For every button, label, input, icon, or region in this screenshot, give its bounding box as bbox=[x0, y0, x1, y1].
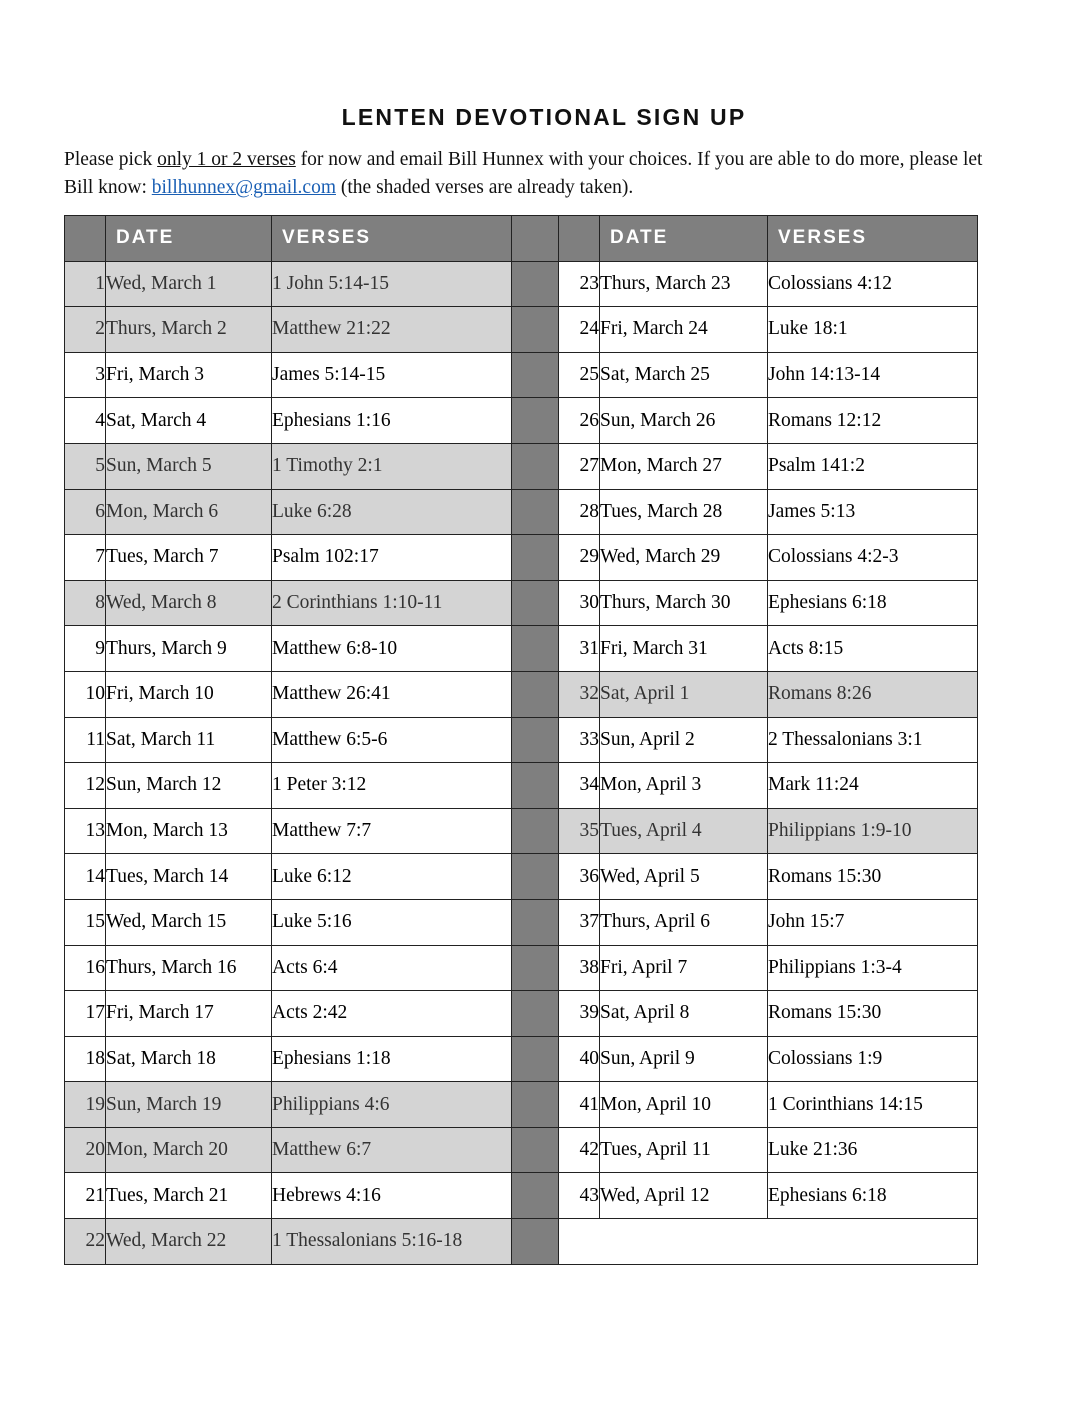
day-date: Sat, April 8 bbox=[600, 991, 768, 1037]
day-number: 16 bbox=[65, 945, 106, 991]
column-separator bbox=[512, 1219, 559, 1265]
table-row bbox=[65, 899, 978, 945]
table-row bbox=[65, 808, 978, 854]
day-date: Wed, April 12 bbox=[600, 1173, 768, 1219]
day-verse: 2 Corinthians 1:10-11 bbox=[272, 580, 512, 626]
day-date: Tues, April 4 bbox=[600, 808, 768, 854]
header-date-right: DATE bbox=[600, 216, 768, 262]
day-date: Mon, April 3 bbox=[600, 763, 768, 809]
table-row bbox=[65, 443, 978, 489]
table-row bbox=[65, 261, 978, 307]
table-row bbox=[65, 991, 978, 1037]
day-verse: 1 John 5:14-15 bbox=[272, 261, 512, 307]
column-separator bbox=[512, 899, 559, 945]
header-date-left: DATE bbox=[106, 216, 272, 262]
column-separator bbox=[512, 216, 559, 262]
day-verse: Acts 2:42 bbox=[272, 991, 512, 1037]
day-date: Wed, March 22 bbox=[106, 1219, 272, 1265]
day-date: Fri, March 3 bbox=[106, 352, 272, 398]
day-number: 2 bbox=[65, 307, 106, 353]
table-row bbox=[65, 671, 978, 717]
table-row bbox=[65, 1082, 978, 1128]
day-verse: Ephesians 6:18 bbox=[768, 580, 978, 626]
intro-text-3: (the shaded verses are already taken). bbox=[336, 177, 634, 198]
column-separator bbox=[512, 945, 559, 991]
day-number: 14 bbox=[65, 854, 106, 900]
table-row bbox=[65, 1219, 978, 1265]
day-date: Sat, March 11 bbox=[106, 717, 272, 763]
day-verse: Colossians 1:9 bbox=[768, 1036, 978, 1082]
day-number: 4 bbox=[65, 398, 106, 444]
column-separator bbox=[512, 489, 559, 535]
day-verse: Philippians 4:6 bbox=[272, 1082, 512, 1128]
column-separator bbox=[512, 535, 559, 581]
table-row bbox=[65, 535, 978, 581]
day-verse: 1 Thessalonians 5:16-18 bbox=[272, 1219, 512, 1265]
table-row bbox=[65, 580, 978, 626]
day-number: 10 bbox=[65, 671, 106, 717]
table-row bbox=[65, 1036, 978, 1082]
day-verse: Psalm 102:17 bbox=[272, 535, 512, 581]
day-verse: Romans 12:12 bbox=[768, 398, 978, 444]
day-date: Sat, March 25 bbox=[600, 352, 768, 398]
intro-emphasis: only 1 or 2 verses bbox=[157, 149, 296, 170]
column-separator bbox=[512, 1173, 559, 1219]
day-number: 20 bbox=[65, 1127, 106, 1173]
column-separator bbox=[512, 991, 559, 1037]
day-verse: Matthew 21:22 bbox=[272, 307, 512, 353]
day-date: Sun, April 2 bbox=[600, 717, 768, 763]
day-date: Tues, March 7 bbox=[106, 535, 272, 581]
header-num-left bbox=[65, 216, 106, 262]
day-verse: Romans 8:26 bbox=[768, 671, 978, 717]
day-number: 15 bbox=[65, 899, 106, 945]
day-verse: Colossians 4:2-3 bbox=[768, 535, 978, 581]
day-date: Mon, April 10 bbox=[600, 1082, 768, 1128]
day-number: 41 bbox=[559, 1082, 600, 1128]
day-verse: Matthew 6:5-6 bbox=[272, 717, 512, 763]
day-number: 19 bbox=[65, 1082, 106, 1128]
day-verse: Acts 6:4 bbox=[272, 945, 512, 991]
column-separator bbox=[512, 398, 559, 444]
day-number: 3 bbox=[65, 352, 106, 398]
day-number: 31 bbox=[559, 626, 600, 672]
day-number: 33 bbox=[559, 717, 600, 763]
column-separator bbox=[512, 580, 559, 626]
day-date: Thurs, April 6 bbox=[600, 899, 768, 945]
day-verse: John 15:7 bbox=[768, 899, 978, 945]
day-date: Fri, March 17 bbox=[106, 991, 272, 1037]
day-date: Wed, March 29 bbox=[600, 535, 768, 581]
day-number: 38 bbox=[559, 945, 600, 991]
day-number: 28 bbox=[559, 489, 600, 535]
day-number: 18 bbox=[65, 1036, 106, 1082]
signup-table-body bbox=[65, 216, 978, 1265]
day-date: Sun, March 26 bbox=[600, 398, 768, 444]
day-number: 32 bbox=[559, 671, 600, 717]
day-number: 17 bbox=[65, 991, 106, 1037]
header-num-right bbox=[559, 216, 600, 262]
column-separator bbox=[512, 808, 559, 854]
day-number: 13 bbox=[65, 808, 106, 854]
intro-text-1: Please pick bbox=[64, 149, 158, 170]
day-date: Mon, March 6 bbox=[106, 489, 272, 535]
day-verse: Luke 6:28 bbox=[272, 489, 512, 535]
column-separator bbox=[512, 307, 559, 353]
day-date: Tues, March 28 bbox=[600, 489, 768, 535]
day-number: 29 bbox=[559, 535, 600, 581]
day-date: Tues, March 14 bbox=[106, 854, 272, 900]
empty-cell bbox=[559, 1219, 978, 1265]
day-verse: Matthew 7:7 bbox=[272, 808, 512, 854]
table-row bbox=[65, 854, 978, 900]
day-number: 1 bbox=[65, 261, 106, 307]
day-verse: Matthew 6:7 bbox=[272, 1127, 512, 1173]
day-verse: 1 Peter 3:12 bbox=[272, 763, 512, 809]
table-row bbox=[65, 717, 978, 763]
day-date: Thurs, March 9 bbox=[106, 626, 272, 672]
day-verse: Matthew 6:8-10 bbox=[272, 626, 512, 672]
table-row bbox=[65, 1173, 978, 1219]
day-number: 24 bbox=[559, 307, 600, 353]
table-row bbox=[65, 352, 978, 398]
day-date: Tues, March 21 bbox=[106, 1173, 272, 1219]
table-row bbox=[65, 945, 978, 991]
day-number: 26 bbox=[559, 398, 600, 444]
day-date: Thurs, March 23 bbox=[600, 261, 768, 307]
day-verse: Romans 15:30 bbox=[768, 991, 978, 1037]
day-date: Sun, April 9 bbox=[600, 1036, 768, 1082]
day-date: Thurs, March 30 bbox=[600, 580, 768, 626]
day-number: 30 bbox=[559, 580, 600, 626]
day-verse: Luke 6:12 bbox=[272, 854, 512, 900]
day-date: Wed, March 15 bbox=[106, 899, 272, 945]
day-verse: Luke 5:16 bbox=[272, 899, 512, 945]
day-date: Sat, March 18 bbox=[106, 1036, 272, 1082]
day-verse: Luke 18:1 bbox=[768, 307, 978, 353]
header-row bbox=[65, 216, 978, 262]
day-date: Fri, March 10 bbox=[106, 671, 272, 717]
day-date: Thurs, March 2 bbox=[106, 307, 272, 353]
signup-table bbox=[64, 215, 978, 1265]
table-row bbox=[65, 763, 978, 809]
page-title: LENTEN DEVOTIONAL SIGN UP bbox=[341, 104, 747, 130]
day-date: Wed, March 1 bbox=[106, 261, 272, 307]
column-separator bbox=[512, 1127, 559, 1173]
day-date: Mon, March 27 bbox=[600, 443, 768, 489]
day-number: 40 bbox=[559, 1036, 600, 1082]
day-date: Mon, March 20 bbox=[106, 1127, 272, 1173]
day-verse: Ephesians 6:18 bbox=[768, 1173, 978, 1219]
header-verses-left: VERSES bbox=[272, 216, 512, 262]
day-verse: 1 Timothy 2:1 bbox=[272, 443, 512, 489]
column-separator bbox=[512, 443, 559, 489]
day-number: 25 bbox=[559, 352, 600, 398]
column-separator bbox=[512, 671, 559, 717]
table-row bbox=[65, 489, 978, 535]
day-number: 42 bbox=[559, 1127, 600, 1173]
day-verse: 1 Corinthians 14:15 bbox=[768, 1082, 978, 1128]
day-date: Wed, April 5 bbox=[600, 854, 768, 900]
day-number: 6 bbox=[65, 489, 106, 535]
day-verse: John 14:13-14 bbox=[768, 352, 978, 398]
day-number: 37 bbox=[559, 899, 600, 945]
day-verse: Luke 21:36 bbox=[768, 1127, 978, 1173]
day-number: 11 bbox=[65, 717, 106, 763]
day-verse: Ephesians 1:18 bbox=[272, 1036, 512, 1082]
day-date: Fri, March 31 bbox=[600, 626, 768, 672]
day-number: 27 bbox=[559, 443, 600, 489]
table-row bbox=[65, 1127, 978, 1173]
day-date: Sun, March 5 bbox=[106, 443, 272, 489]
intro-text-2: for now and email Bill Hunnex with your choices. If you are able to do more, please let Bill know: bbox=[64, 149, 983, 198]
email-link[interactable]: billhunnex@gmail.com bbox=[151, 177, 336, 198]
day-number: 35 bbox=[559, 808, 600, 854]
column-separator bbox=[512, 717, 559, 763]
day-verse: Philippians 1:9-10 bbox=[768, 808, 978, 854]
header-verses-right: VERSES bbox=[768, 216, 978, 262]
day-number: 23 bbox=[559, 261, 600, 307]
column-separator bbox=[512, 1082, 559, 1128]
day-date: Wed, March 8 bbox=[106, 580, 272, 626]
day-date: Mon, March 13 bbox=[106, 808, 272, 854]
day-date: Sun, March 12 bbox=[106, 763, 272, 809]
day-date: Sun, March 19 bbox=[106, 1082, 272, 1128]
day-verse: Mark 11:24 bbox=[768, 763, 978, 809]
day-verse: Psalm 141:2 bbox=[768, 443, 978, 489]
day-verse: Acts 8:15 bbox=[768, 626, 978, 672]
day-date: Tues, April 11 bbox=[600, 1127, 768, 1173]
day-number: 8 bbox=[65, 580, 106, 626]
column-separator bbox=[512, 626, 559, 672]
day-number: 43 bbox=[559, 1173, 600, 1219]
column-separator bbox=[512, 854, 559, 900]
column-separator bbox=[512, 1036, 559, 1082]
day-number: 9 bbox=[65, 626, 106, 672]
table-row bbox=[65, 626, 978, 672]
instructions bbox=[64, 146, 984, 202]
day-date: Sat, March 4 bbox=[106, 398, 272, 444]
table-row bbox=[65, 398, 978, 444]
column-separator bbox=[512, 261, 559, 307]
table-row bbox=[65, 307, 978, 353]
day-number: 34 bbox=[559, 763, 600, 809]
day-date: Fri, April 7 bbox=[600, 945, 768, 991]
day-verse: Ephesians 1:16 bbox=[272, 398, 512, 444]
day-number: 22 bbox=[65, 1219, 106, 1265]
day-verse: Hebrews 4:16 bbox=[272, 1173, 512, 1219]
day-number: 5 bbox=[65, 443, 106, 489]
day-number: 21 bbox=[65, 1173, 106, 1219]
column-separator bbox=[512, 352, 559, 398]
day-verse: Romans 15:30 bbox=[768, 854, 978, 900]
column-separator bbox=[512, 763, 559, 809]
day-verse: Philippians 1:3-4 bbox=[768, 945, 978, 991]
day-verse: 2 Thessalonians 3:1 bbox=[768, 717, 978, 763]
day-date: Fri, March 24 bbox=[600, 307, 768, 353]
day-number: 39 bbox=[559, 991, 600, 1037]
day-verse: James 5:13 bbox=[768, 489, 978, 535]
day-verse: Matthew 26:41 bbox=[272, 671, 512, 717]
day-date: Thurs, March 16 bbox=[106, 945, 272, 991]
day-number: 7 bbox=[65, 535, 106, 581]
day-number: 36 bbox=[559, 854, 600, 900]
day-verse: Colossians 4:12 bbox=[768, 261, 978, 307]
day-verse: James 5:14-15 bbox=[272, 352, 512, 398]
day-number: 12 bbox=[65, 763, 106, 809]
day-date: Sat, April 1 bbox=[600, 671, 768, 717]
